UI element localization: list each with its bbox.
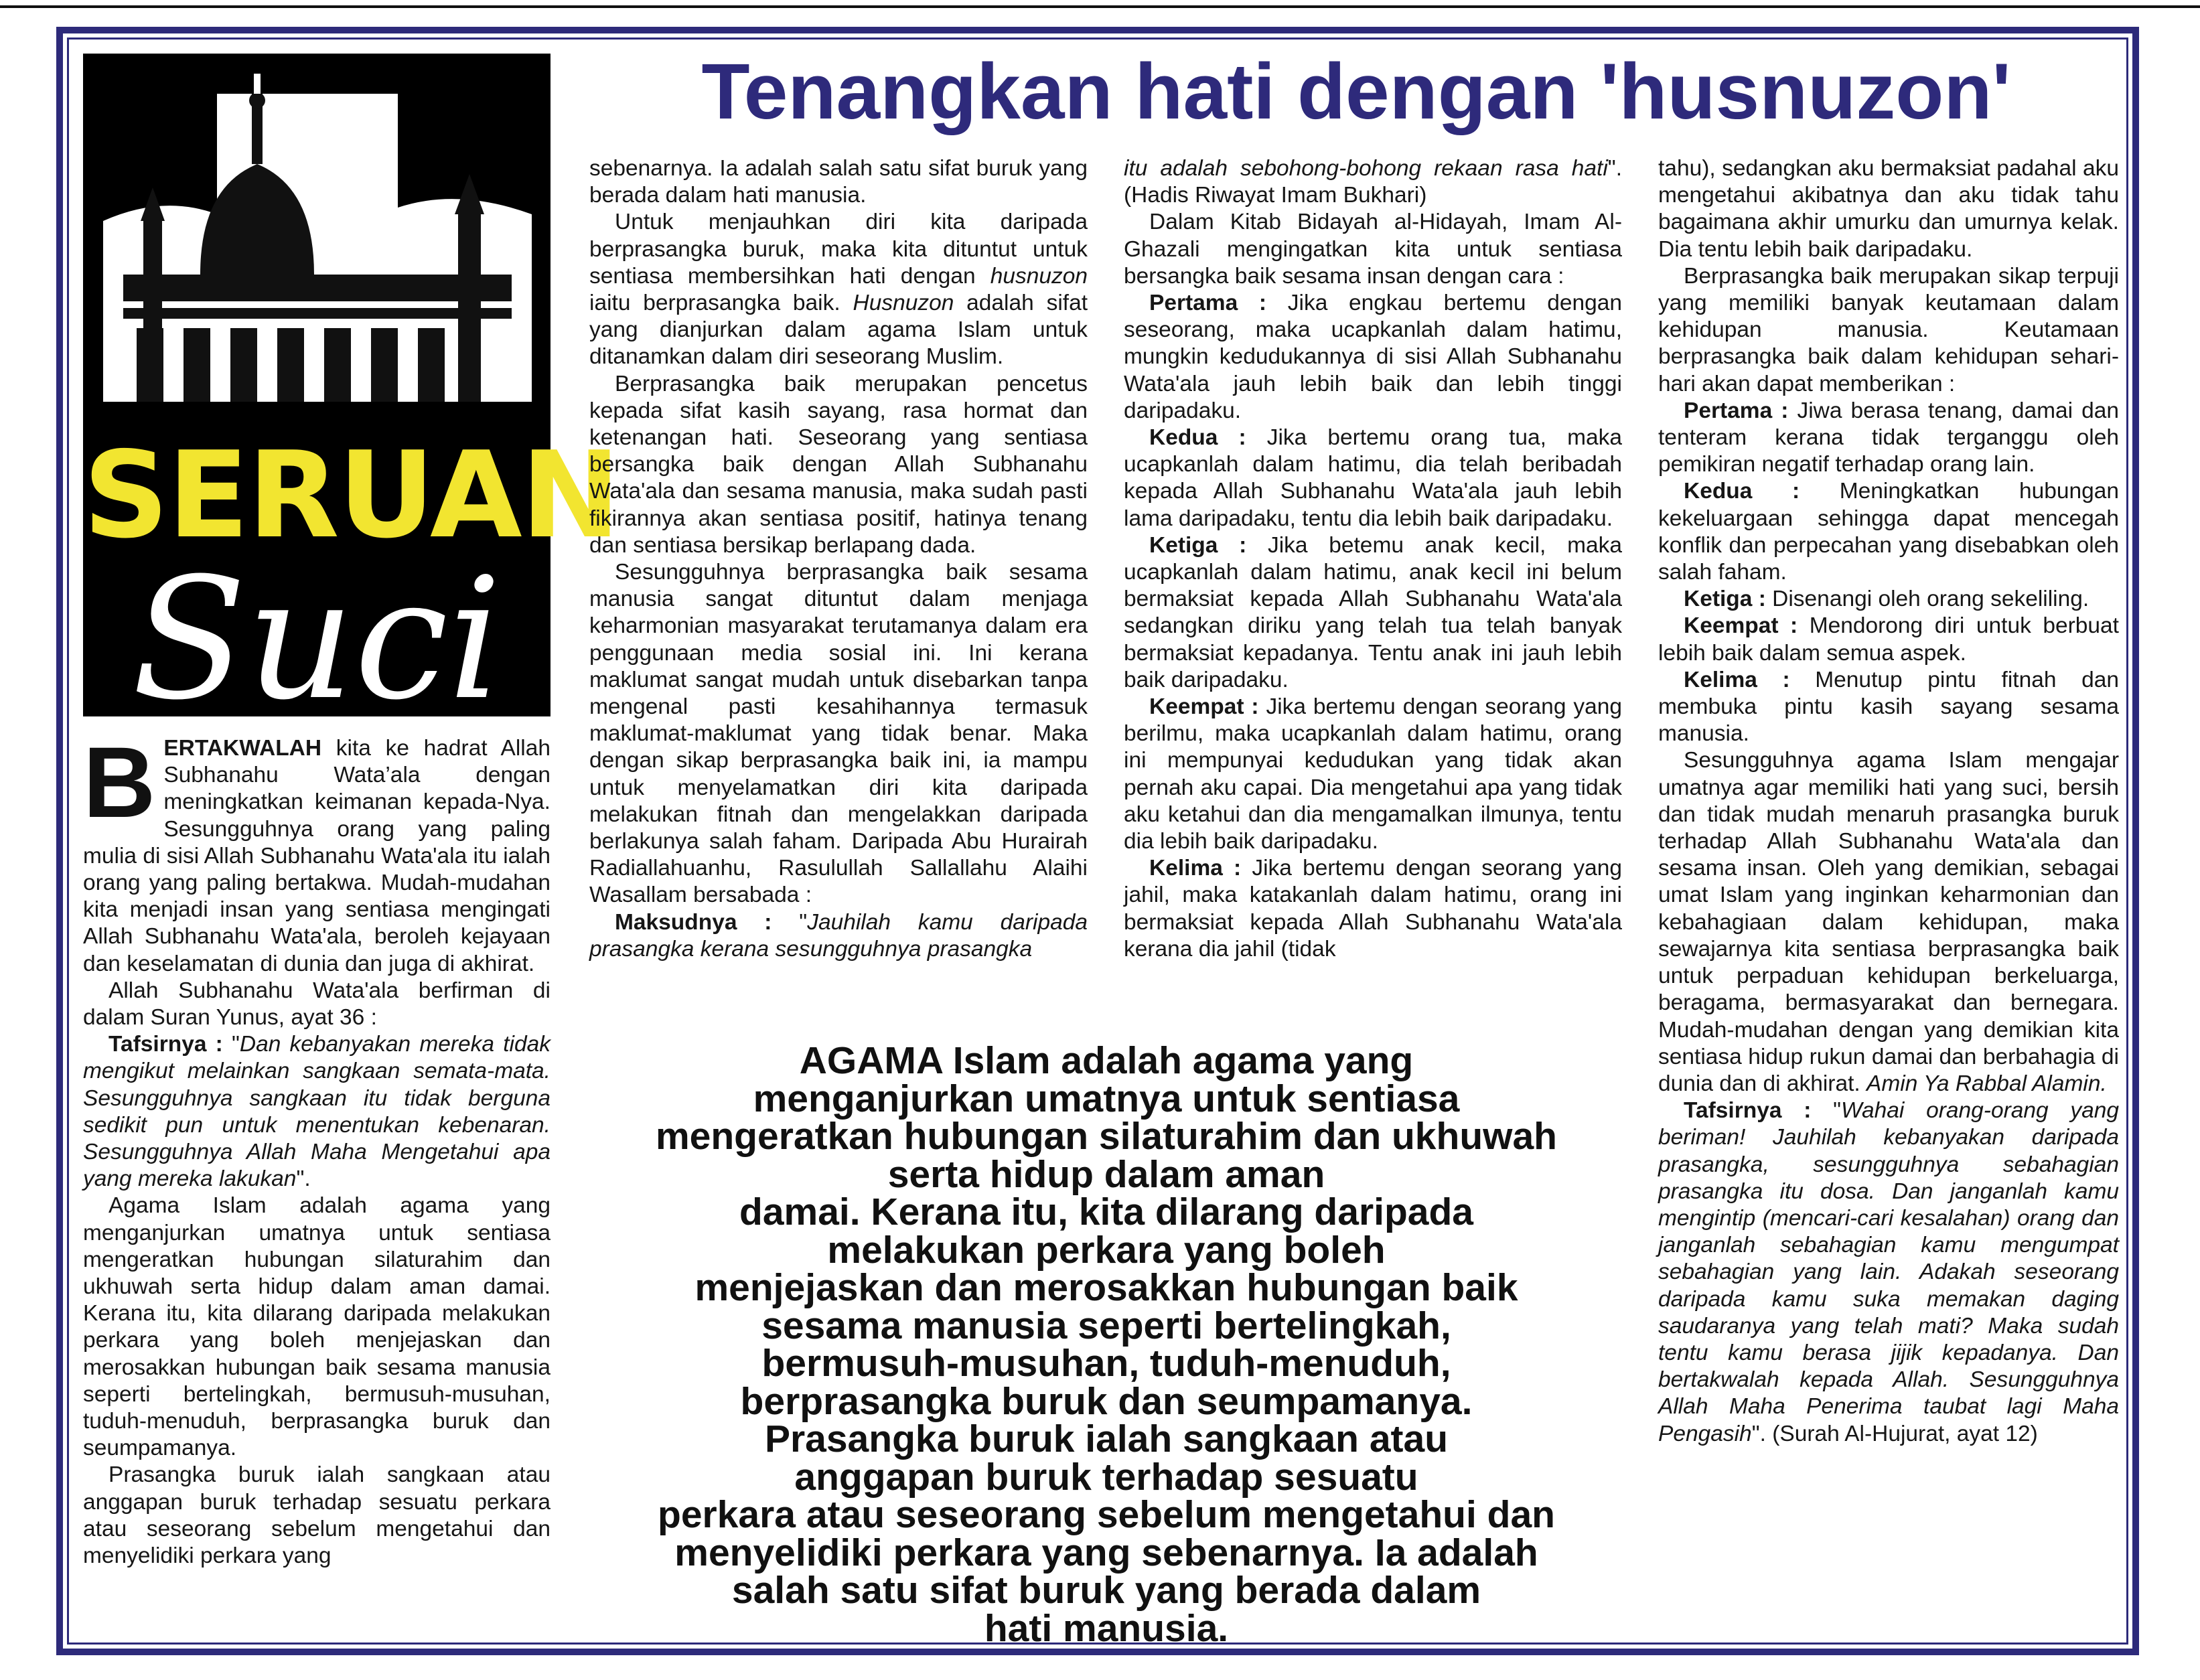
pull-quote	[589, 1039, 1623, 1650]
quote-label: Maksudnya :	[615, 909, 772, 935]
item-label: Kelima :	[1149, 856, 1242, 881]
pull-quote-line: anggapan buruk terhadap sesuatu	[794, 1455, 1418, 1499]
paragraph: tahu), sedangkan aku bermaksiat padahal aku mengetahui akibatnya dan aku tidak tahu bagaimana akhir umurku dan umurnya kelak. Dia tentu lebih baik daripadaku.	[1658, 156, 2119, 262]
paragraph-text: ". (Hadis Riwayat Imam Bukhari)	[1124, 156, 1622, 208]
list-item	[1124, 425, 1622, 532]
quote-text: itu adalah sebohong-bohong rekaan rasa hati	[1124, 156, 1608, 181]
paragraph-text: kita ke hadrat Allah Subhanahu Wata’ala dengan meningkatkan keimanan kepada-Nya. Sesungguhnya orang yang paling mulia di sisi Allah Subhanahu Wata'ala itu ialah orang yang paling bertakwa. Mudah-mudahan kita menjadi insan yang sentiasa mengingati Allah Subhanahu Wata'ala, beroleh kejayaan dan keselamatan di dunia dan juga di akhirat.	[83, 736, 551, 976]
list-item	[1658, 613, 2119, 666]
item-text: Jiwa berasa tenang, damai dan tenteram kerana tidak terganggu oleh pemikiran negatif terhadap orang lain.	[1658, 398, 2119, 477]
item-text: Mendorong diri untuk berbuat lebih baik dalam semua aspek.	[1658, 613, 2119, 666]
list-item	[1124, 290, 1622, 425]
pull-quote-line: damai. Kerana itu, kita dilarang daripada	[739, 1191, 1473, 1233]
list-item	[1658, 667, 2119, 748]
quote-text: Wahai orang-orang yang beriman! Jauhilah kebanyakan daripada prasangka, sesungguhnya sebahagian prasangka itu dosa. Dan janganlah kamu mengintip (mencari-cari kesalahan) orang dan janganlah sebahagian kamu mengumpat sebahagian yang lain. Adakah seseorang daripada kamu suka memakan daging saudaranya yang telah mati? Maka sudah tentu kamu berasa jijik kepadanya. Dan bertakwalah kepada Allah. Sesungguhnya Allah Maha Penerima taubat lagi Maha Pengasih	[1658, 1098, 2120, 1446]
paragraph-text: adalah sifat yang dianjurkan dalam agama Islam untuk ditanamkan dalam diri seseorang Muslim.	[589, 291, 1088, 370]
column-4	[1658, 155, 2119, 1448]
paragraph: Prasangka buruk ialah sangkaan atau anggapan buruk terhadap sesuatu perkara atau seseorang sebelum mengetahui dan menyelidiki perkara yang	[83, 1462, 551, 1569]
list-item	[1124, 532, 1622, 694]
quote-mark: "	[1811, 1098, 1842, 1124]
top-rule	[0, 5, 2200, 8]
list-item	[1658, 398, 2119, 479]
column-1	[83, 726, 551, 1570]
paragraph: Agama Islam adalah agama yang menganjurkan umatnya untuk sentiasa mengeratkan hubungan silaturahim dan ukhuwah serta hidup dalam aman damai. Kerana itu, kita dilarang daripada melakukan perkara yang boleh menjejaskan dan merosakkan hubungan baik sesama manusia seperti bertelingkah, bermusuh-musuhan, tuduh-menuduh, berprasangka buruk dan seumpamanya.	[83, 1193, 551, 1461]
pull-quote-line: melakukan perkara yang boleh	[827, 1228, 1386, 1272]
quote-paragraph	[589, 909, 1088, 963]
item-label: Kelima :	[1684, 667, 1790, 692]
pull-quote-line: sesama manusia seperti bertelingkah,	[761, 1304, 1451, 1347]
column-logo	[83, 54, 619, 737]
drop-cap: B	[83, 726, 156, 838]
pull-quote-line: menyelidiki perkara yang sebenarnya. Ia adalah	[674, 1531, 1538, 1574]
quote-mark: "	[222, 1032, 240, 1057]
list-item	[1124, 694, 1622, 855]
logo-word-seruan: SERUAN	[83, 426, 619, 564]
paragraph-text: Untuk menjauhkan diri kita daripada berprasangka buruk, maka kita dituntut untuk sentiasa membersihkan hati dengan	[589, 210, 1088, 289]
paragraph-text: iaitu berprasangka baik.	[589, 291, 853, 316]
pull-quote-line: bermusuh-musuhan, tuduh-menuduh,	[761, 1342, 1451, 1385]
item-text: Meningkatkan hubungan kekeluargaan sehingga dapat mencegah konflik dan perpecahan yang disebabkan oleh salah faham.	[1658, 479, 2119, 585]
item-label: Kedua :	[1684, 479, 1800, 504]
column-3	[1124, 155, 1622, 963]
paragraph: sebenarnya. Ia adalah salah satu sifat buruk yang berada dalam hati manusia.	[589, 156, 1088, 208]
quote-label: Tafsirnya :	[1684, 1098, 1812, 1124]
pull-quote-line: mengeratkan hubungan silaturahim dan ukhuwah	[655, 1115, 1557, 1158]
item-label: Pertama :	[1684, 398, 1789, 423]
paragraph: Berprasangka baik merupakan pencetus kepada sifat kasih sayang, rasa hormat dan ketenangan hati. Seseorang yang sentiasa bersangka baik dengan Allah Subhanahu Wata'ala dan sesama manusia, maka sudah pasti fikirannya akan sentiasa positif, hatinya tenang dan sentiasa bersikap berlapang dada.	[589, 371, 1088, 558]
item-label: Keempat :	[1684, 613, 1798, 639]
item-label: Keempat :	[1149, 694, 1259, 720]
paragraph	[1658, 747, 2119, 1097]
quote-text: Jauhilah kamu daripada prasangka kerana sesungguhnya prasangka	[589, 909, 1088, 962]
item-text: Jika bertemu dengan seorang yang berilmu, maka ucapkanlah dalam hatimu, orang ini mempunyai kedudukan yang tidak akan pernah aku capai. Dia mengetahui apa yang tidak aku ketahui dan dia mengamalkan ilmunya, tentu dia lebih baik daripadaku.	[1124, 694, 1622, 854]
logo-word-suci: Suci	[131, 542, 502, 737]
item-text: Jika engkau bertemu dengan seseorang, maka ucapkanlah dalam hatimu, mungkin kedudukannya di sisi Allah Subhanahu Wata'ala jauh lebih baik dan lebih tinggi daripadaku.	[1124, 291, 1623, 423]
item-label: Pertama :	[1149, 291, 1267, 316]
quote-text: Dan kebanyakan mereka tidak mengikut melainkan sangkaan semata-mata. Sesungguhnya sangkaan itu tidak berguna sedikit pun untuk menentukan kebenaran. Sesungguhnya Allah Maha Mengetahui apa yang mereka lakukan	[83, 1032, 551, 1192]
item-label: Ketiga :	[1149, 532, 1247, 558]
quote-mark: "	[772, 909, 808, 935]
pull-quote-line: hati manusia.	[984, 1606, 1229, 1650]
quote-paragraph	[1124, 155, 1622, 209]
item-label: Kedua :	[1149, 425, 1246, 451]
paragraph: Sesungguhnya berprasangka baik sesama manusia sangat dituntut dalam menjaga keharmonian masyarakat terutamanya dalam era penggunaan media sosial ini. Ini kerana maklumat sangat mudah untuk disebarkan tanpa mengenal pasti kesahihannya termasuk maklumat-maklumat yang tidak benar. Maka dengan sikap berprasangka baik ini, ia mampu untuk menyelamatkan diri kita daripada melakukan fitnah dan mengelakkan daripada berlakunya salah faham. Daripada Abu Hurairah Radiallahuanhu, Rasulullah Sallallahu Alaihi Wasallam bersabada :	[589, 560, 1088, 908]
italic-term: Husnuzon	[853, 291, 954, 316]
paragraph: Allah Subhanahu Wata'ala berfirman di dalam Suran Yunus, ayat 36 :	[83, 978, 551, 1030]
paragraph-intro	[83, 726, 551, 978]
pull-quote-line: Prasangka buruk ialah sangkaan atau	[764, 1418, 1449, 1460]
mosque-illustration-icon	[83, 54, 551, 455]
list-item	[1658, 478, 2119, 586]
item-text: Menutup pintu fitnah dan membuka pintu kasih sayang sesama manusia.	[1658, 667, 2119, 747]
item-text: Jika bertemu dengan seorang yang jahil, maka katakanlah dalam hatimu, orang ini bermaksiat kepada Allah Subhanahu Wata'ala kerana dia jahil (tidak	[1124, 856, 1622, 962]
italic-text: Amin Ya Rabbal Alamin.	[1866, 1071, 2107, 1096]
pull-quote-line: menganjurkan umatnya untuk sentiasa	[753, 1077, 1460, 1120]
item-text: Jika betemu anak kecil, maka ucapkanlah dalam hatimu, anak kecil ini belum bermaksiat kepada Allah Subhanahu Wata'ala sedangkan diriku yang telah tua telah banyak bermaksiat kepadanya. Tentu anak ini jauh lebih baik daripadaku.	[1124, 532, 1622, 692]
pull-quote-line: serta hidup dalam aman	[887, 1152, 1325, 1196]
list-item	[1658, 586, 2119, 613]
pull-quote-line: salah satu sifat buruk yang berada dalam	[731, 1569, 1481, 1612]
quote-paragraph	[83, 1031, 551, 1193]
list-item	[1124, 855, 1622, 963]
item-text: Jika bertemu orang tua, maka ucapkanlah dalam hatimu, dia telah beribadah kepada Allah Subhanahu Wata'ala jauh lebih lama daripadaku, tentu dia lebih baik daripadaku.	[1124, 425, 1622, 531]
paragraph-text: Sesungguhnya agama Islam mengajar umatnya agar memiliki hati yang suci, bersih dan tidak mudah menaruh prasangka buruk terhadap Allah Subhanahu Wata'ala dan sesama insan. Oleh yang demikian, sebagai umat Islam yang inginkan keharmonian dan kebahagiaan dalam kehidupan, maka sewajarnya kita sentiasa berprasangka baik untuk perpaduan kehidupan berkeluarga, beragama, bermasyarakat dan bernegara. Mudah-mudahan dengan yang demikian kita sentiasa hidup rukun damai dan berbahagia di dunia dan di akhirat.	[1658, 748, 2119, 1096]
italic-term: husnuzon	[990, 263, 1088, 289]
column-2	[589, 155, 1088, 963]
paragraph: Berprasangka baik merupakan sikap terpuji yang memiliki banyak keutamaan dalam kehidupan manusia. Keutamaan berprasangka baik dalam kehidupan sehari-hari akan dapat memberikan :	[1658, 263, 2119, 396]
lead-word: ERTAKWALAH	[163, 736, 322, 761]
quote-label: Tafsirnya :	[108, 1032, 223, 1057]
pull-quote-line: perkara atau seseorang sebelum mengetahui dan	[658, 1493, 1555, 1536]
item-label: Ketiga :	[1684, 587, 1766, 612]
quote-mark: ".	[296, 1166, 311, 1192]
quote-mark: ". (Surah Al-Hujurat, ayat 12)	[1751, 1421, 2038, 1446]
pull-quote-line: berprasangka buruk dan seumpamanya.	[740, 1379, 1473, 1423]
pull-quote-line: menjejaskan dan merosakkan hubungan baik	[694, 1266, 1518, 1309]
quote-paragraph	[1658, 1097, 2119, 1448]
paragraph	[589, 209, 1088, 370]
item-text: Disenangi oleh orang sekeliling.	[1765, 587, 2089, 612]
paragraph: Dalam Kitab Bidayah al-Hidayah, Imam Al-Ghazali mengingatkan kita untuk sentiasa bersangka baik sesama insan dengan cara :	[1124, 210, 1622, 289]
headline: Tenangkan hati dengan 'husnuzon'	[701, 48, 2011, 136]
pull-quote-line: AGAMA Islam adalah agama yang	[799, 1039, 1414, 1082]
